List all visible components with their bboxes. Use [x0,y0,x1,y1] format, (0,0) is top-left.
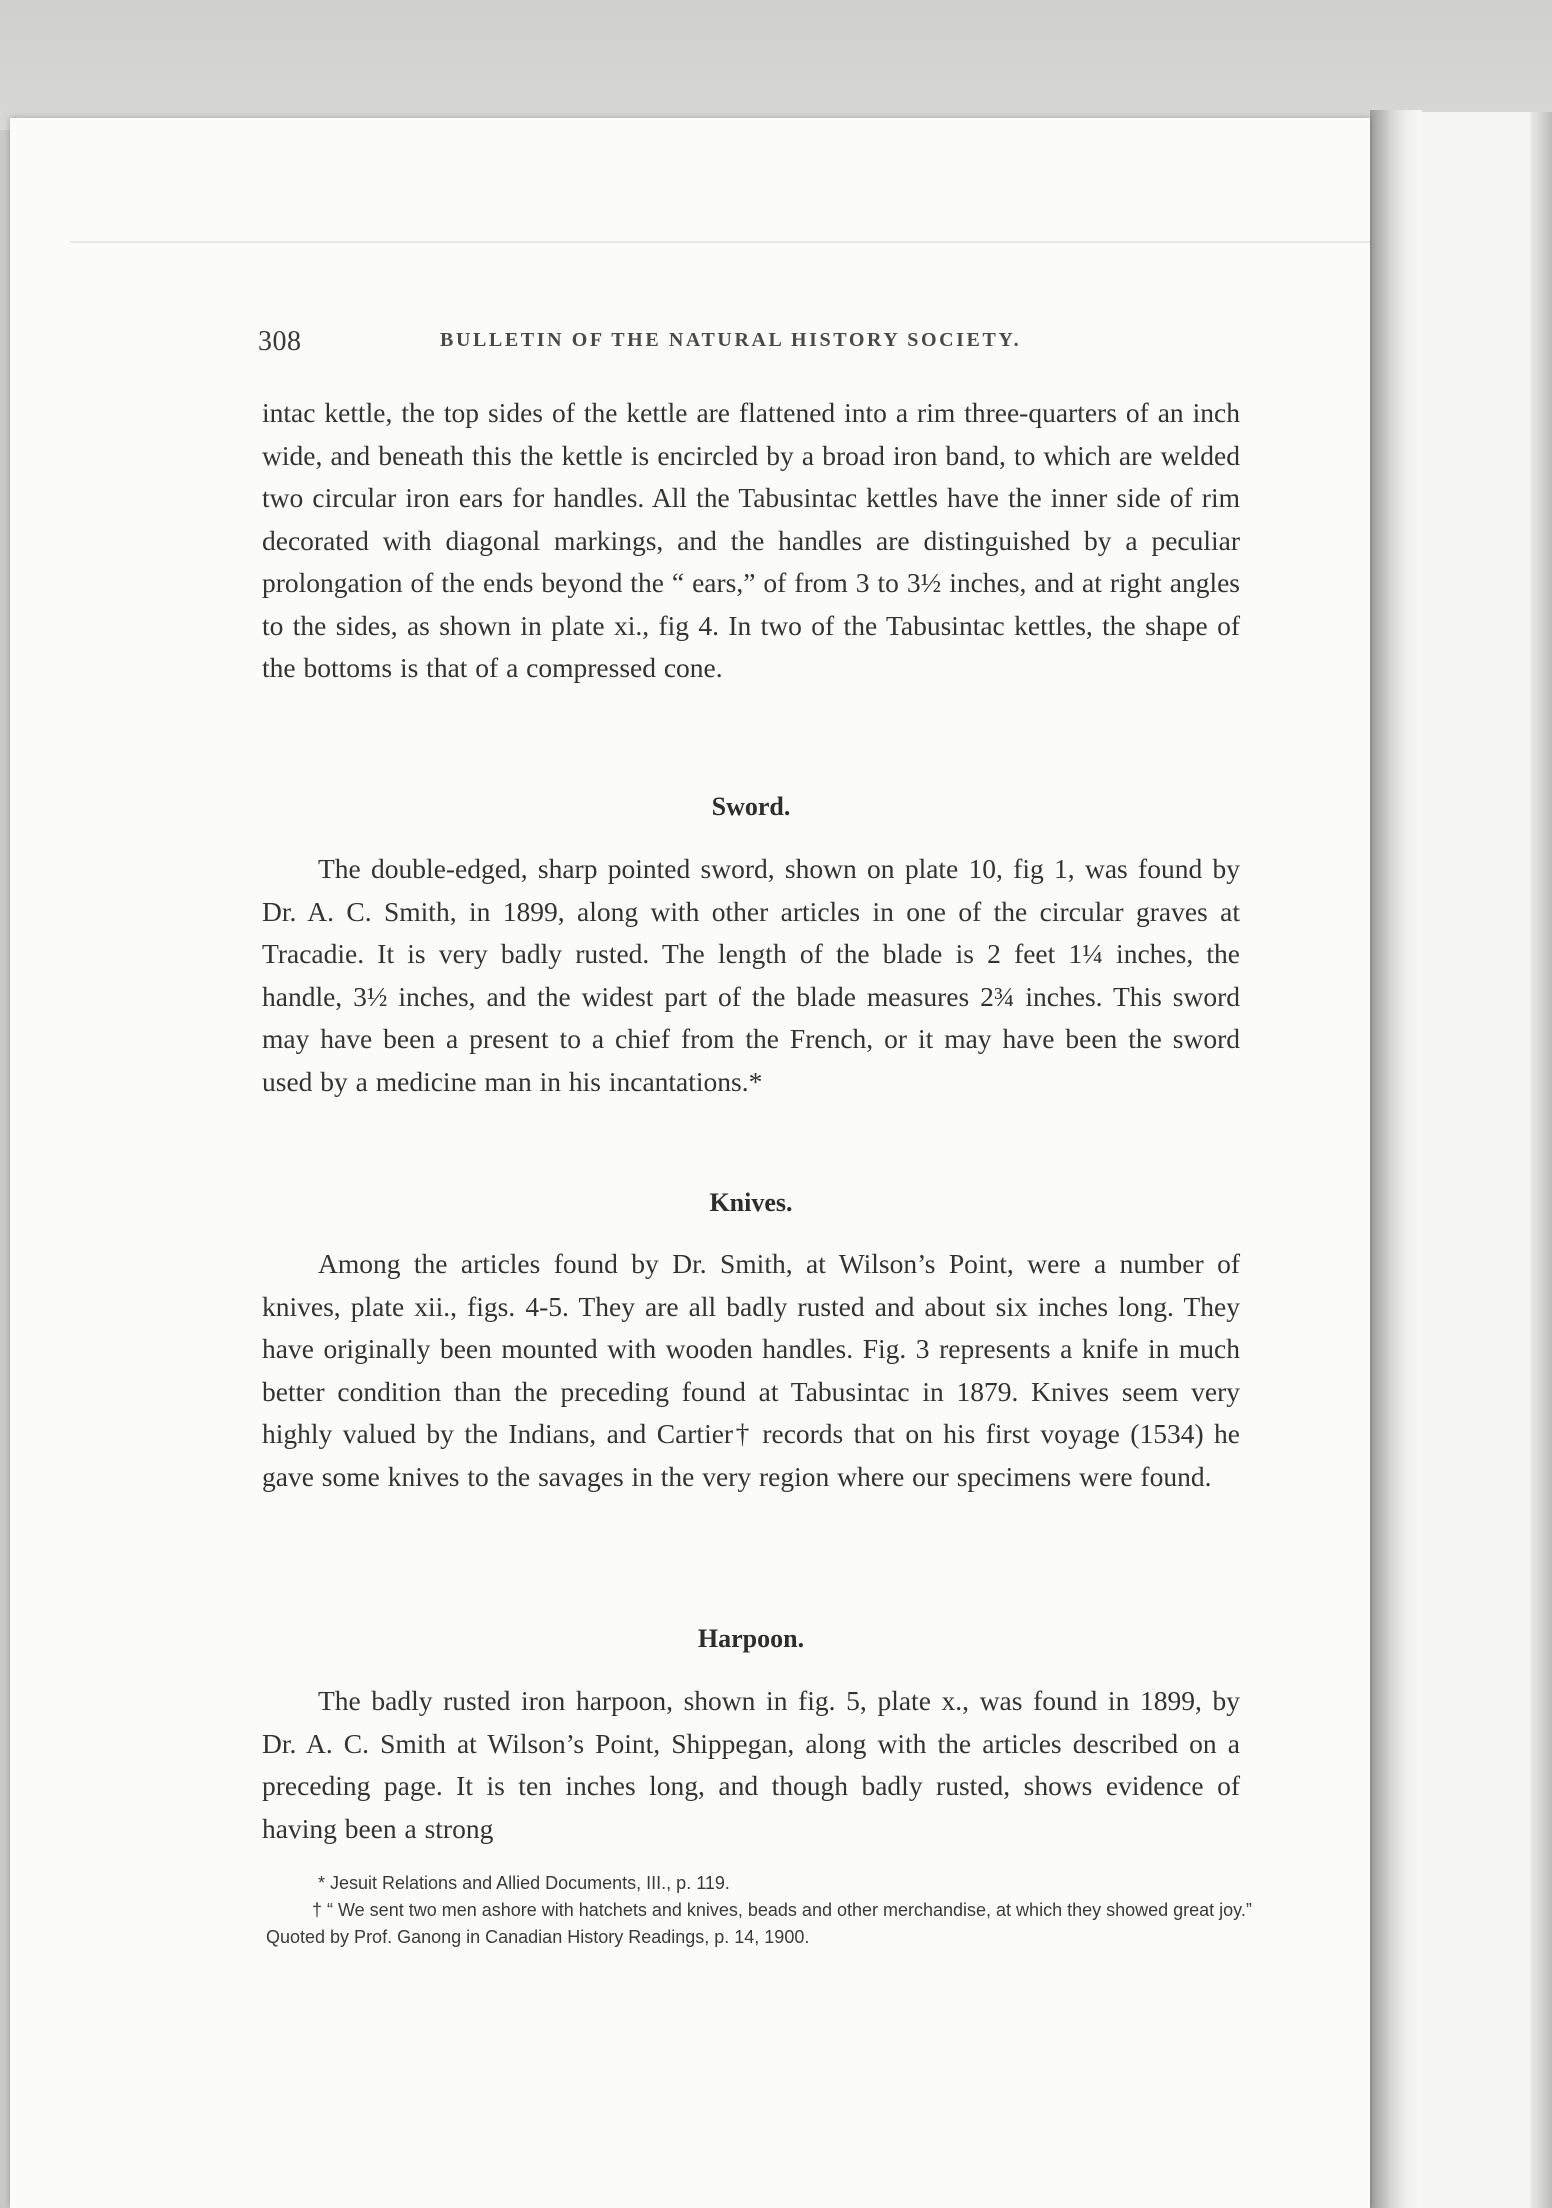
harpoon-section [262,1680,1240,1850]
footnote-jesuit-relations: * Jesuit Relations and Allied Documents, III., p. 119. [318,1873,730,1893]
scan-background [0,0,1552,130]
knives-heading: Knives. [709,1188,793,1217]
page-number: 308 [258,326,302,357]
knives-paragraph: Among the articles found by Dr. Smith, at Wilson’s Point, were a number of knives, plate xii., figs. 4-5. They are all badly rusted and about six inches long. They have originally been mounted with wooden handles. Fig. 3 represents a knife in much better condition than the preceding found at Tabusintac in 1879. Knives seem very highly valued by the Indians, and Cartier† records that on his first voyage (1534) he gave some knives to the savages in the very region where our specimens were found. [262,1248,1240,1492]
harpoon-heading: Harpoon. [697,1624,805,1653]
footnote-cartier-quote: † “ We sent two men ashore with hatchets and knives, beads and other merchandise, at which they showed great joy.” Quoted by Prof. Ganong in Canadian History Readings, p. 14, 1900. [266,1900,1252,1947]
knives-section [262,1243,1240,1498]
sword-section [262,848,1240,1103]
running-head [258,326,1258,360]
kettle-section [262,392,1240,690]
sword-paragraph: The double-edged, sharp pointed sword, shown on plate 10, fig 1, was found by Dr. A. C. Smith, in 1899, along with other articles in one of the circular graves at Tracadie. It is very badly rusted. The length of the blade is 2 feet 1¼ inches, the handle, 3½ inches, and the widest part of the blade measures 2¾ inches. This sword may have been a present to a chief from the French, or it may have been the sword used by a medicine man in his incantations.* [262,853,1240,1097]
page-top-edge [70,241,1370,243]
harpoon-paragraph: The badly rusted iron harpoon, shown in fig. 5, plate x., was found in 1899, by Dr. A. C. Smith at Wilson’s Point, Shippegan, along with the articles described on a preceding page. It is ten inches long, and though badly rusted, shows evidence of having been a strong [262,1685,1240,1844]
sword-heading: Sword. [711,792,791,821]
adjacent-page-edge [1530,112,1552,2208]
kettle-paragraph: intac kettle, the top sides of the kettle are flattened into a rim three-quarters of an inch wide, and beneath this the kettle is encircled by a broad iron band, to which are welded two circular iron ears for handles. All the Tabusintac kettles have the inner side of rim decorated with diagonal markings, and the handles are distinguished by a peculiar prolongation of the ends beyond the “ ears,” of from 3 to 3½ inches, and at right angles to the sides, as shown in plate xi., fig 4. In two of the Tabusintac kettles, the shape of the bottoms is that of a compressed cone. [262,397,1240,683]
journal-title: BULLETIN OF THE NATURAL HISTORY SOCIETY. [440,329,1022,351]
page-gutter-shadow [1370,110,1422,2208]
footnotes [266,1870,1256,1951]
